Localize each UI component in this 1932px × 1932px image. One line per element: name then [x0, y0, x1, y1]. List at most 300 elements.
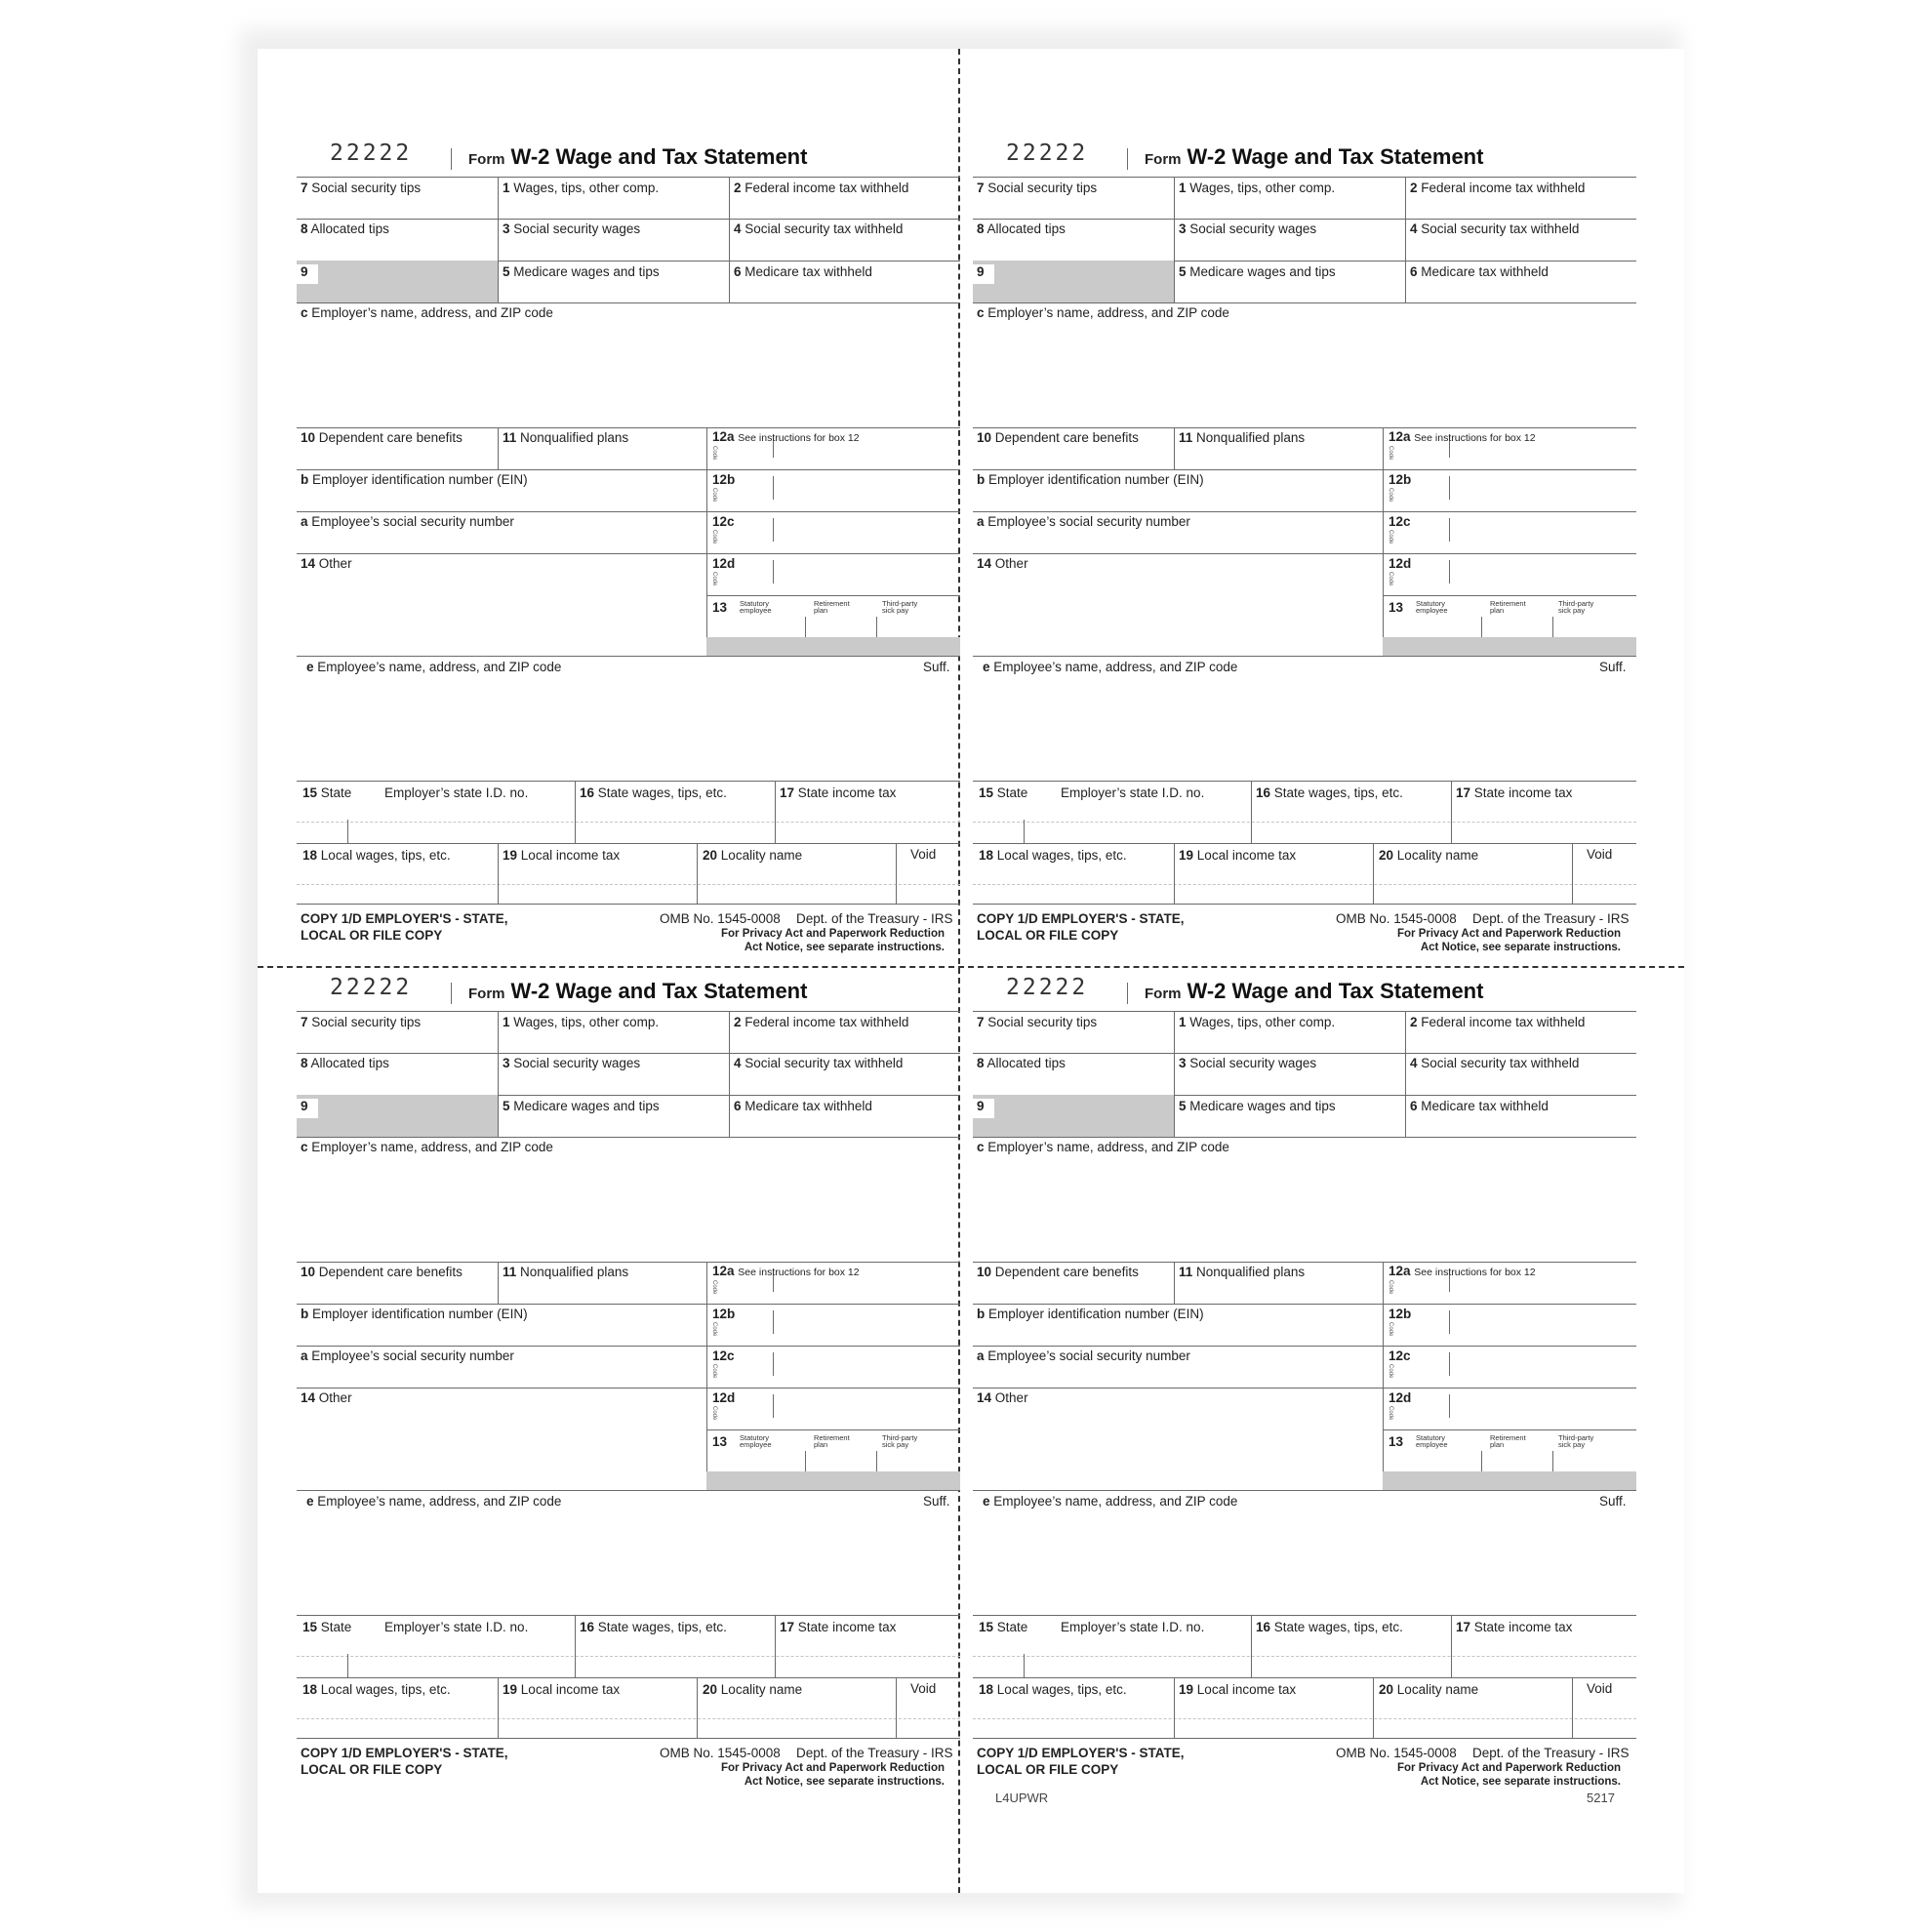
rule	[706, 1262, 707, 1490]
box-4-text: Social security tax withheld	[1421, 221, 1580, 236]
rule	[729, 177, 730, 302]
box-e	[306, 1495, 561, 1509]
box-1-number: 1	[1179, 181, 1187, 195]
privacy-notice-line1: For Privacy Act and Paperwork Reduction	[1397, 928, 1621, 940]
box-2-number: 2	[1410, 181, 1418, 195]
box-4	[734, 1057, 903, 1070]
box-14-number: 14	[301, 1390, 316, 1405]
box-15	[979, 786, 1027, 800]
box-14-text: Other	[318, 1390, 352, 1405]
privacy-notice-line2: Act Notice, see separate instructions.	[1420, 942, 1621, 954]
box-7-text: Social security tips	[311, 181, 422, 195]
rule	[297, 843, 960, 844]
code-label: Code	[1388, 446, 1393, 461]
privacy-notice-line2: Act Notice, see separate instructions.	[1420, 1776, 1621, 1789]
box-16	[1256, 1621, 1403, 1634]
box-3-text: Social security wages	[513, 221, 641, 236]
rule	[297, 427, 960, 428]
rule	[706, 595, 960, 596]
box-12a	[712, 430, 860, 444]
box-19-number: 19	[503, 848, 518, 863]
rule	[498, 427, 499, 469]
box-19-text: Local income tax	[1196, 1682, 1297, 1697]
rule	[1174, 177, 1175, 302]
rule	[973, 1262, 1636, 1263]
box-14-number: 14	[301, 556, 316, 571]
box-2-text: Federal income tax withheld	[745, 1015, 909, 1029]
box-12d	[1389, 557, 1411, 571]
form-title-block	[468, 979, 807, 1004]
box-17-number: 17	[1456, 785, 1471, 800]
box-15-text: State	[320, 1620, 352, 1634]
rule	[1405, 177, 1406, 302]
void-label: Void	[1587, 1681, 1613, 1696]
copy-designation-line1: COPY 1/D EMPLOYER'S - STATE,	[301, 911, 508, 926]
privacy-notice-line2: Act Notice, see separate instructions.	[744, 942, 945, 954]
box-12c	[712, 515, 735, 529]
box-9	[977, 1100, 985, 1113]
box-c	[301, 1141, 553, 1154]
box-14-text: Other	[994, 556, 1028, 571]
rule	[1449, 1394, 1450, 1418]
control-number: 22222	[330, 141, 413, 166]
box-16	[1256, 786, 1403, 800]
box-e-text: Employee’s name, address, and ZIP code	[993, 660, 1238, 674]
rule	[575, 781, 576, 843]
third-party-sick-pay-label: Third-party sick pay	[882, 1433, 918, 1449]
box-8	[977, 1057, 1066, 1070]
box-c	[301, 306, 553, 320]
box-14	[977, 1391, 1028, 1405]
box-4-text: Social security tax withheld	[1421, 1056, 1580, 1070]
box-12a-number: 12a	[1389, 1264, 1411, 1278]
box-6-text: Medicare tax withheld	[1421, 264, 1549, 279]
box-14	[301, 1391, 352, 1405]
box-18	[302, 849, 451, 863]
box-13	[1389, 601, 1403, 615]
rule	[297, 1262, 960, 1263]
rule	[347, 1654, 348, 1677]
rule	[1127, 983, 1128, 1004]
box-12b	[1389, 473, 1411, 487]
box-15	[979, 1621, 1027, 1634]
box-10-text: Dependent care benefits	[994, 430, 1139, 445]
box-11-text: Nonqualified plans	[1196, 430, 1306, 445]
box-2-text: Federal income tax withheld	[1421, 181, 1586, 195]
dashed-rule	[297, 822, 960, 823]
box-6	[734, 1100, 872, 1113]
rule	[973, 1304, 1636, 1305]
rule	[1127, 148, 1128, 170]
box-b	[301, 473, 528, 487]
control-number: 22222	[330, 975, 413, 1000]
dashed-rule	[973, 1656, 1636, 1657]
rule	[297, 1304, 960, 1305]
rule	[1251, 781, 1252, 843]
box-16-number: 16	[580, 1620, 595, 1634]
suffix-label: Suff.	[1599, 1494, 1627, 1509]
box-19	[503, 849, 620, 863]
box-10-text: Dependent care benefits	[318, 1265, 463, 1279]
copy-designation-line2: LOCAL OR FILE COPY	[977, 928, 1119, 943]
code-label: Code	[1388, 1364, 1393, 1379]
code-label: Code	[711, 488, 717, 503]
form-title-block	[468, 144, 807, 170]
box-19-number: 19	[503, 1682, 518, 1697]
box-12c-number: 12c	[712, 514, 735, 529]
box-11	[503, 431, 628, 445]
rule	[297, 219, 960, 220]
box-4-number: 4	[734, 1056, 742, 1070]
box-5-number: 5	[1179, 1099, 1187, 1113]
box-12b	[712, 473, 735, 487]
rule	[973, 1677, 1636, 1678]
box-2-text: Federal income tax withheld	[745, 181, 909, 195]
box-12b-number: 12b	[712, 1307, 736, 1321]
box-14-text: Other	[994, 1390, 1028, 1405]
box-1	[503, 181, 659, 195]
rule	[973, 1346, 1636, 1347]
form-code-right: 5217	[1587, 1791, 1615, 1805]
box-17-number: 17	[780, 785, 795, 800]
box-13-number: 13	[1389, 1434, 1404, 1449]
box-7-text: Social security tips	[987, 181, 1098, 195]
box-1	[1179, 181, 1335, 195]
box-c	[977, 306, 1229, 320]
box-9-shaded	[297, 1095, 498, 1137]
rule	[773, 476, 774, 500]
box-2	[734, 1016, 908, 1029]
box-a-number: a	[977, 1348, 985, 1363]
box-3	[1179, 222, 1316, 236]
third-party-sick-pay-label: Third-party sick pay	[1558, 599, 1594, 615]
box-12b-number: 12b	[712, 472, 736, 487]
copy-designation-line1: COPY 1/D EMPLOYER'S - STATE,	[301, 1746, 508, 1760]
box-20	[1379, 849, 1478, 863]
box-11-number: 11	[1179, 1265, 1193, 1279]
form-title-block	[1145, 144, 1483, 170]
box-3-number: 3	[1179, 1056, 1187, 1070]
box-12b-number: 12b	[1389, 472, 1412, 487]
box-10-number: 10	[301, 430, 316, 445]
rule	[973, 1388, 1636, 1389]
omb-number: OMB No. 1545-0008	[660, 1746, 781, 1760]
box-b-number: b	[977, 1307, 986, 1321]
box-17	[780, 1621, 896, 1634]
code-label: Code	[1388, 530, 1393, 544]
dashed-rule	[973, 822, 1636, 823]
box-1-text: Wages, tips, other comp.	[513, 1015, 660, 1029]
rule	[973, 1011, 1636, 1012]
box-5-number: 5	[503, 264, 510, 279]
statutory-employee-label: Statutory employee	[740, 599, 772, 615]
box-6	[1410, 265, 1549, 279]
box-6-number: 6	[1410, 1099, 1418, 1113]
box-1-number: 1	[1179, 1015, 1187, 1029]
code-label: Code	[1388, 1322, 1393, 1337]
box-b-text: Employer identification number (EIN)	[312, 1307, 528, 1321]
box-7-number: 7	[977, 1015, 985, 1029]
box-11-text: Nonqualified plans	[520, 1265, 629, 1279]
box-e	[983, 1495, 1237, 1509]
box-17-text: State income tax	[797, 1620, 897, 1634]
box-11-number: 11	[1179, 430, 1193, 445]
w2-form-copy-4	[973, 883, 1636, 1789]
w2-form-copy-1	[297, 49, 960, 954]
box-4	[1410, 222, 1579, 236]
box-1-text: Wages, tips, other comp.	[1189, 1015, 1336, 1029]
rule	[451, 148, 452, 170]
box-b-text: Employer identification number (EIN)	[312, 472, 528, 487]
box-a	[977, 1349, 1190, 1363]
privacy-notice-line1: For Privacy Act and Paperwork Reduction	[721, 928, 945, 940]
box-e	[306, 661, 561, 674]
box-12a-number: 12a	[1389, 429, 1411, 444]
box-4-number: 4	[1410, 221, 1418, 236]
box-e-text: Employee’s name, address, and ZIP code	[317, 1494, 562, 1509]
box-6-text: Medicare tax withheld	[745, 264, 872, 279]
form-label: Form	[468, 986, 505, 1002]
form-title: W-2 Wage and Tax Statement	[510, 144, 808, 169]
code-label: Code	[711, 1406, 717, 1421]
box-9-shaded	[973, 1095, 1174, 1137]
rule	[773, 1352, 774, 1376]
box-10	[301, 431, 463, 445]
box-20-text: Locality name	[720, 1682, 803, 1697]
box-15-employer-state-id: Employer’s state I.D. no.	[1061, 1620, 1205, 1634]
rule	[773, 518, 774, 542]
rule	[1174, 427, 1175, 469]
box-c-text: Employer’s name, address, and ZIP code	[987, 1140, 1229, 1154]
box-1-text: Wages, tips, other comp.	[513, 181, 660, 195]
form-title: W-2 Wage and Tax Statement	[510, 979, 808, 1003]
box-16-text: State wages, tips, etc.	[597, 1620, 727, 1634]
box-b-number: b	[977, 472, 986, 487]
box-12c-number: 12c	[1389, 1348, 1411, 1363]
box-12d-number: 12d	[712, 1390, 736, 1405]
box-4-text: Social security tax withheld	[745, 221, 904, 236]
rule	[1451, 781, 1452, 843]
box-a-text: Employee’s social security number	[311, 514, 514, 529]
box-3-text: Social security wages	[1189, 221, 1317, 236]
box-17-text: State income tax	[1473, 1620, 1573, 1634]
dashed-rule	[297, 1718, 960, 1719]
rule	[1451, 1615, 1452, 1677]
rule	[1449, 476, 1450, 500]
box-5-number: 5	[503, 1099, 510, 1113]
rule	[498, 1677, 499, 1738]
code-label: Code	[1388, 1406, 1393, 1421]
box-a-number: a	[301, 1348, 308, 1363]
box-12d-number: 12d	[1389, 1390, 1412, 1405]
rule	[973, 511, 1636, 512]
rule	[973, 1615, 1636, 1616]
box-a-number: a	[977, 514, 985, 529]
box-13-shaded	[1383, 637, 1636, 656]
box-16-number: 16	[1256, 1620, 1271, 1634]
rule	[297, 302, 960, 303]
box-1	[503, 1016, 659, 1029]
box-8-text: Allocated tips	[986, 1056, 1066, 1070]
retirement-plan-label: Retirement plan	[814, 1433, 850, 1449]
third-party-sick-pay-label: Third-party sick pay	[1558, 1433, 1594, 1449]
box-7-number: 7	[301, 1015, 308, 1029]
box-15-employer-state-id: Employer’s state I.D. no.	[1061, 785, 1205, 800]
box-7	[301, 1016, 421, 1029]
box-12a-text: See instructions for box 12	[738, 432, 860, 444]
box-b-text: Employer identification number (EIN)	[988, 1307, 1204, 1321]
box-c-number: c	[977, 1140, 985, 1154]
box-10-number: 10	[977, 430, 992, 445]
box-18	[979, 849, 1127, 863]
form-title: W-2 Wage and Tax Statement	[1187, 144, 1484, 169]
box-17	[780, 786, 896, 800]
box-17	[1456, 786, 1572, 800]
box-a-text: Employee’s social security number	[987, 514, 1190, 529]
box-11	[1179, 431, 1305, 445]
box-1-text: Wages, tips, other comp.	[1189, 181, 1336, 195]
box-a	[301, 515, 514, 529]
box-3	[503, 222, 640, 236]
rule	[773, 560, 774, 584]
box-12c-number: 12c	[712, 1348, 735, 1363]
box-9	[301, 1100, 308, 1113]
box-8-number: 8	[301, 221, 308, 236]
box-3-text: Social security wages	[513, 1056, 641, 1070]
box-13-number: 13	[1389, 600, 1404, 615]
box-12a-number: 12a	[712, 429, 735, 444]
omb-number: OMB No. 1545-0008	[1336, 1746, 1457, 1760]
rule	[973, 1490, 1636, 1491]
box-9-number: 9	[977, 1099, 985, 1113]
box-10	[977, 1266, 1139, 1279]
code-label: Code	[1388, 572, 1393, 586]
box-2-number: 2	[734, 1015, 742, 1029]
rule	[1174, 1677, 1175, 1738]
box-19-text: Local income tax	[520, 848, 621, 863]
rule	[1024, 1654, 1025, 1677]
code-label: Code	[711, 1364, 717, 1379]
rule	[297, 511, 960, 512]
box-17-number: 17	[1456, 1620, 1471, 1634]
rule	[297, 1677, 960, 1678]
rule	[498, 1011, 499, 1137]
box-20-text: Locality name	[1396, 848, 1479, 863]
rule	[297, 1388, 960, 1389]
box-2	[1410, 181, 1585, 195]
box-12b-number: 12b	[1389, 1307, 1412, 1321]
box-e-text: Employee’s name, address, and ZIP code	[317, 660, 562, 674]
code-label: Code	[711, 1280, 717, 1295]
box-7	[977, 181, 1097, 195]
rule	[1383, 427, 1384, 656]
box-7	[301, 181, 421, 195]
box-18-text: Local wages, tips, etc.	[320, 848, 451, 863]
box-9-number: 9	[301, 1099, 308, 1113]
rule	[775, 781, 776, 843]
box-12b	[1389, 1308, 1411, 1321]
box-3-number: 3	[1179, 221, 1187, 236]
box-19-number: 19	[1179, 1682, 1194, 1697]
code-label: Code	[711, 446, 717, 461]
box-b-number: b	[301, 472, 309, 487]
void-label: Void	[1587, 847, 1613, 862]
rule	[1572, 1677, 1573, 1738]
box-11	[1179, 1266, 1305, 1279]
box-4-number: 4	[734, 221, 742, 236]
rule	[973, 302, 1636, 303]
box-9-number: 9	[977, 264, 985, 279]
box-18-number: 18	[302, 848, 318, 863]
rule	[973, 843, 1636, 844]
code-label: Code	[711, 1322, 717, 1337]
privacy-notice-line1: For Privacy Act and Paperwork Reduction	[721, 1762, 945, 1774]
box-6-number: 6	[1410, 264, 1418, 279]
suffix-label: Suff.	[923, 1494, 950, 1509]
control-number: 22222	[1006, 141, 1089, 166]
rule	[773, 1310, 774, 1334]
rule	[1449, 518, 1450, 542]
box-8-number: 8	[301, 1056, 308, 1070]
box-3-number: 3	[503, 221, 510, 236]
rule	[297, 1615, 960, 1616]
box-3	[1179, 1057, 1316, 1070]
box-12c-number: 12c	[1389, 514, 1411, 529]
box-9-number: 9	[301, 264, 308, 279]
void-label: Void	[910, 847, 937, 862]
statutory-employee-label: Statutory employee	[740, 1433, 772, 1449]
box-c-text: Employer’s name, address, and ZIP code	[987, 305, 1229, 320]
box-a-text: Employee’s social security number	[311, 1348, 514, 1363]
box-6-number: 6	[734, 264, 742, 279]
box-20	[703, 1683, 802, 1697]
box-19	[503, 1683, 620, 1697]
box-10-text: Dependent care benefits	[318, 430, 463, 445]
box-c-text: Employer’s name, address, and ZIP code	[311, 1140, 553, 1154]
box-9-shaded	[297, 261, 498, 302]
box-e-number: e	[306, 1494, 314, 1509]
box-12a-text: See instructions for box 12	[1414, 432, 1536, 444]
retirement-plan-label: Retirement plan	[1490, 599, 1526, 615]
void-label: Void	[910, 1681, 937, 1696]
box-e-number: e	[983, 660, 990, 674]
box-12d	[712, 557, 735, 571]
box-12c	[1389, 1349, 1411, 1363]
box-3	[503, 1057, 640, 1070]
box-a	[301, 1349, 514, 1363]
box-13-shaded	[1383, 1471, 1636, 1490]
treasury-dept: Dept. of the Treasury - IRS	[1472, 911, 1630, 926]
box-7-number: 7	[301, 181, 308, 195]
box-18-number: 18	[302, 1682, 318, 1697]
copy-designation-line2: LOCAL OR FILE COPY	[977, 1762, 1119, 1777]
box-2	[1410, 1016, 1585, 1029]
box-17-text: State income tax	[797, 785, 897, 800]
copy-designation-line1: COPY 1/D EMPLOYER'S - STATE,	[977, 911, 1185, 926]
box-20-number: 20	[703, 848, 718, 863]
statutory-employee-label: Statutory employee	[1416, 1433, 1448, 1449]
box-15-text: State	[320, 785, 352, 800]
box-5	[503, 265, 660, 279]
box-8-text: Allocated tips	[310, 221, 389, 236]
box-18	[979, 1683, 1127, 1697]
form-code-left: L4UPWR	[995, 1791, 1049, 1805]
box-10-number: 10	[301, 1265, 316, 1279]
box-b-number: b	[301, 1307, 309, 1321]
box-a-text: Employee’s social security number	[987, 1348, 1190, 1363]
w2-form-copy-2	[973, 49, 1636, 954]
box-5-text: Medicare wages and tips	[513, 264, 660, 279]
